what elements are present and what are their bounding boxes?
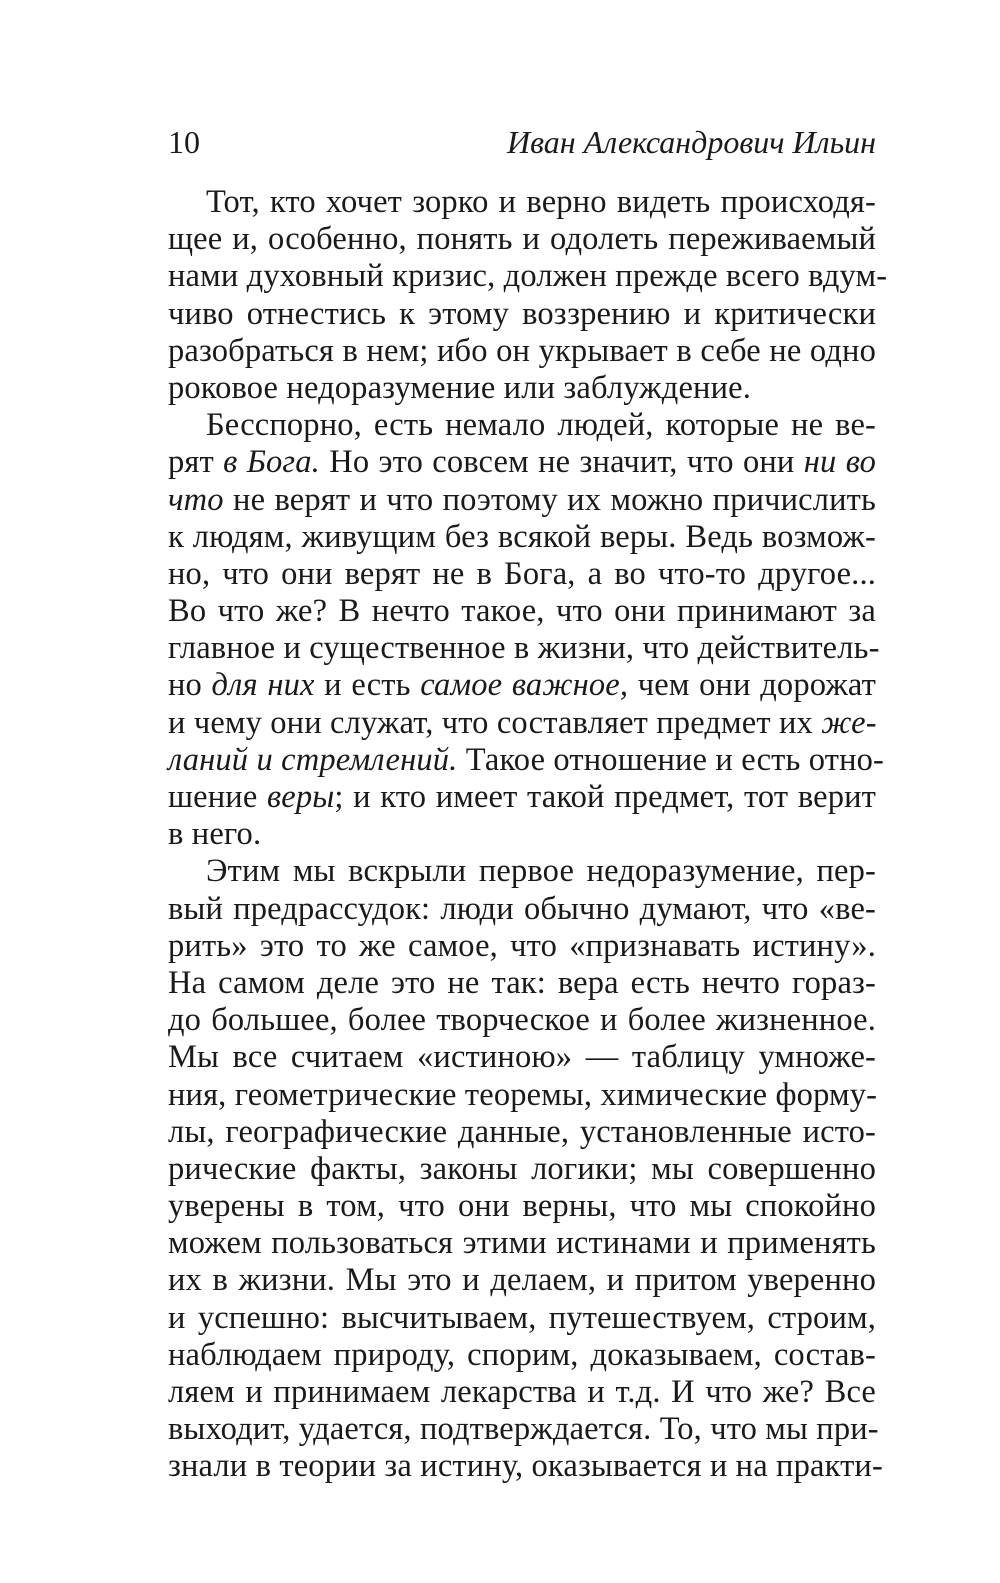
text-segment: наблюдаем природу, спорим, доказываем, состав- [168,1336,876,1373]
text-segment: роковое недоразумение или заблуждение. [168,369,751,406]
text-segment: ляем и принимаем лекарства и т.д. И что же? Все [168,1374,876,1410]
text-segment: нами духовный кризис, должен прежде всего вдум- [168,258,888,295]
text-segment: ния, геометрические теоремы, химические форму- [168,1076,878,1113]
italic-text: ни во [803,444,876,481]
text-segment: и есть [314,667,421,704]
text-segment: выходит, удается, подтверждается. То, что мы при- [168,1411,879,1448]
text-line [168,482,876,519]
text-segment: На самом деле это не так: вера есть нечто гораз- [168,964,876,1001]
text-segment: Во что же? В нечто такое, что они принимают за [168,593,876,630]
text-segment: в него. [168,816,262,853]
text-segment: щее и, особенно, понять и одолеть переживаемый [168,221,876,258]
text-line [168,1225,876,1262]
text-line [168,1188,876,1225]
page-number: 10 [168,124,200,160]
text-line [168,370,876,407]
text-segment: чиво отнестись к этому воззрению и критически [168,295,876,332]
paragraph [168,853,883,1485]
text-segment: разобраться в нем; ибо он укрывает в себе не одно [168,332,876,369]
text-segment: рические факты, законы логики; мы совершенно [168,1150,876,1187]
text-line [168,333,876,370]
text-segment: шение [168,779,267,815]
text-segment: Мы все считаем «истиною» — таблицу умноже- [168,1039,876,1076]
text-segment: но [168,667,212,704]
text-line [168,556,876,593]
text-line [168,519,876,556]
text-line [168,1448,883,1485]
text-line [168,444,876,481]
text-line [168,928,876,965]
italic-text: для них [211,667,315,704]
italic-text: что [168,481,224,518]
text-line [168,667,876,704]
text-segment: Бесспорно, есть немало людей, которые не ве- [206,407,876,444]
text-line [168,1077,876,1114]
text-segment: ; и кто имеет такой предмет, тот верит [334,779,877,815]
text-segment: Этим мы вскрыли первое недоразумение, пер- [206,853,876,890]
text-segment: рить» это то же самое, что «признавать истину». [168,927,876,964]
running-head [168,120,876,164]
italic-text: же- [821,704,877,741]
text-line [168,1337,876,1374]
text-line [168,630,880,667]
text-segment: и успешно: высчитываем, путешествуем, строим, [168,1299,876,1336]
text-line [168,296,876,333]
text-line [168,779,876,816]
text-segment: рят [168,444,224,481]
text-segment: знали в теории за истину, оказывается и на практи- [168,1448,883,1485]
text-line [168,221,876,258]
text-segment: главное и существенное в жизни, что действитель- [168,630,880,667]
body-text [168,184,888,1486]
text-segment: Тот, кто хочет зорко и верно видеть происходя- [206,184,876,220]
text-line [168,1151,876,1188]
text-line [168,1300,876,1337]
text-segment: до большее, более творческое и более жизненное. [168,1002,876,1039]
italic-text: самое важное, [420,667,629,704]
text-segment: не верят и что поэтому их можно причислить [223,481,876,518]
text-line [168,891,876,928]
italic-text: в Бога. [223,444,320,481]
text-segment: можем пользоваться этими истинами и применять [168,1225,876,1262]
paragraph [168,184,888,407]
text-segment: чем они дорожат [628,667,877,704]
text-segment: уверены в том, что они верны, что мы спокойно [168,1188,876,1225]
text-line [168,258,888,295]
paragraph [168,407,885,853]
text-line [168,1114,876,1151]
text-line [168,853,876,890]
running-title: Иван Александрович Ильин [507,124,876,160]
text-line [168,1002,876,1039]
text-segment: их в жизни. Мы это и делаем, и притом уверенно [168,1262,876,1299]
text-segment: Но это совсем не значит, что они [319,444,804,481]
text-line [168,1374,876,1411]
text-segment: но, что они верят не в Бога, а во что-то другое... [168,555,876,592]
text-segment: и чему они служат, что составляет предмет их [168,704,822,741]
italic-text: веры [267,779,335,815]
text-line [168,816,876,853]
text-line [168,705,876,742]
text-line [168,741,885,779]
text-segment: к людям, живущим без всякой веры. Ведь возмож- [168,518,876,555]
text-line [168,184,876,221]
text-line [168,407,876,444]
text-segment: Такое отношение и есть отно- [457,741,885,778]
text-line [168,1262,876,1299]
text-line [168,593,876,630]
text-line [168,1039,876,1076]
italic-text: ланий и стремлений. [168,741,458,778]
text-segment: лы, географические данные, установленные исто- [168,1113,876,1150]
text-line [168,965,876,1002]
text-segment: вый предрассудок: люди обычно думают, что «ве- [168,890,876,927]
text-line [168,1411,879,1448]
